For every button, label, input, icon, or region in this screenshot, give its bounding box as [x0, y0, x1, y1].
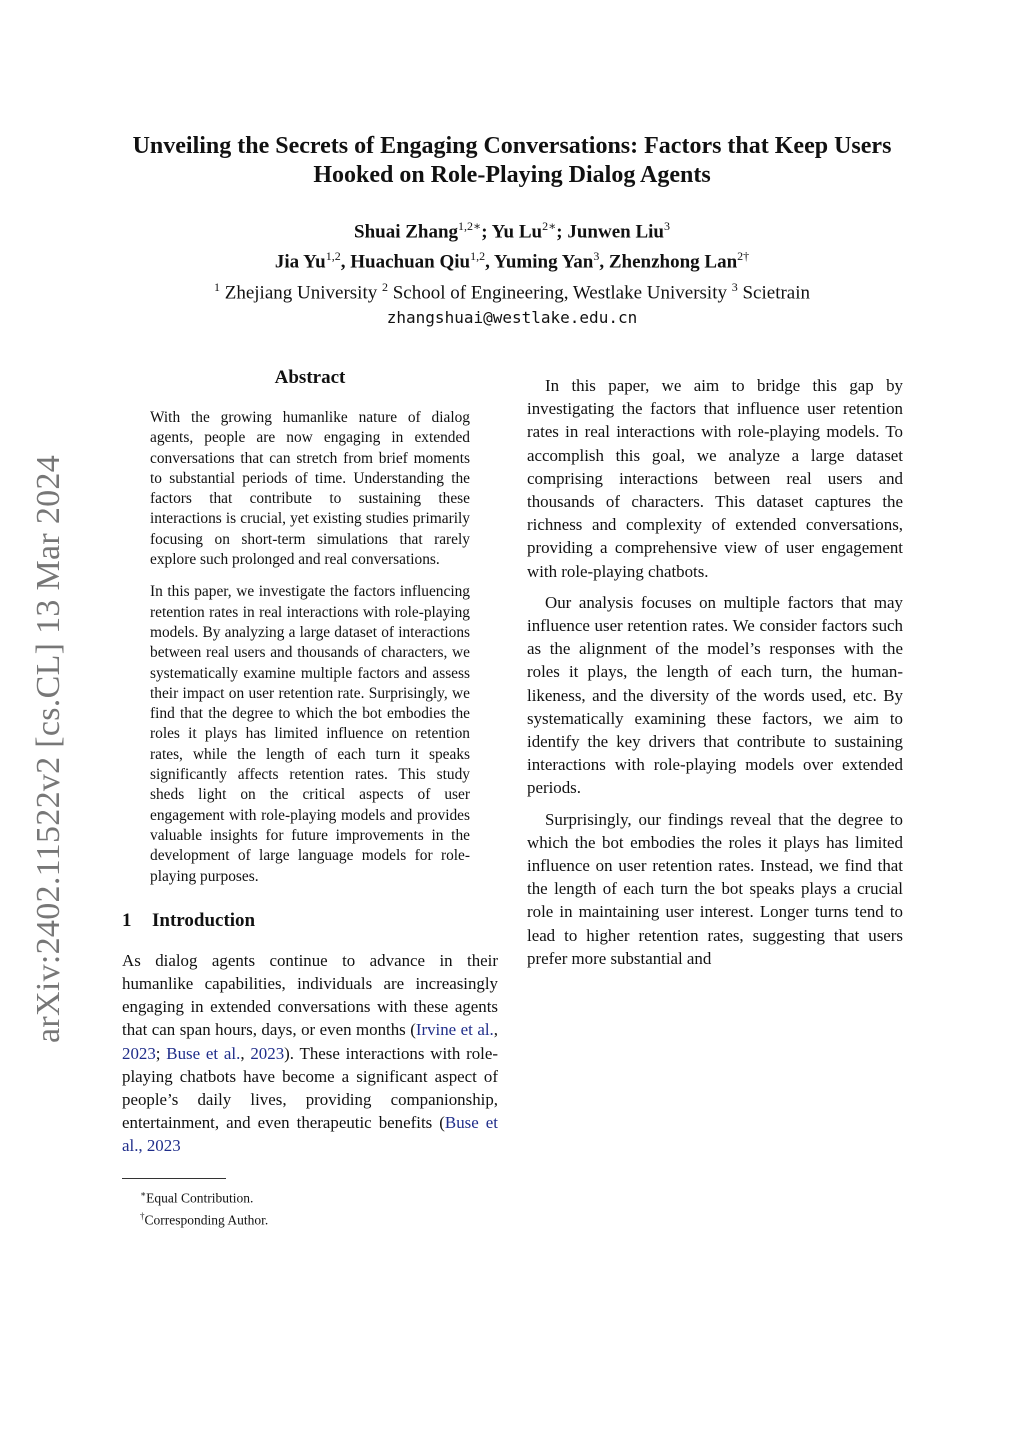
author-separator: ;	[481, 221, 492, 243]
section-number: 1	[122, 909, 132, 931]
citation-text: Irvine et al.	[415, 1020, 494, 1040]
author-separator: ,	[340, 251, 351, 273]
arxiv-side-identifier	[25, 444, 73, 1054]
author-name: Jia Yu	[274, 251, 326, 273]
intro-paragraph-4: Our analysis focuses on multiple factors that may influence user retention rates. We consider factors such as the alignment of the model’s responses with the roles it plays, the length of each turn, the human-likeness, and the diversity of the words used, etc. By systematically examining these factors, we aim to identify the key drivers that contribute to sustaining interactions with role-playing models over extended periods.	[527, 592, 903, 798]
author-name: Huachuan Qiu	[350, 251, 471, 273]
abstract-paragraph-2: In this paper, we investigate the factors influencing retention rates in real interactions with role-playing models. By analyzing a large dataset of interactions between real users and thousands of characters, we systematically examine multiple factors and assess their impact on user retention rate. Surprisingly, we find that the degree to which the bot embodies the roles it plays has limited influence on retention rates, while the length of each turn it speaks significantly affects retention rates. This study sheds light on the critical aspects of user engagement with role-playing models and provides valuable insights for future improvements in the development of large language models for role-playing purposes.	[150, 583, 470, 885]
left-column	[122, 366, 498, 1230]
right-column	[527, 366, 903, 978]
intro-paragraph-1	[122, 949, 498, 1158]
author-name: Yu Lu	[491, 221, 543, 243]
author-separator: ,	[599, 251, 609, 273]
footnote-equal-contribution: ∗Equal Contribution.	[140, 1188, 254, 1206]
author-name: Shuai Zhang	[354, 221, 459, 243]
affiliation-number: 3	[731, 279, 738, 294]
author-affiliation-mark: 2†	[737, 249, 750, 264]
affiliation-number: 2	[381, 279, 388, 294]
author-separator: ,	[485, 251, 494, 273]
author-name: Junwen Liu	[567, 221, 664, 243]
author-affiliation-mark: 1,2∗	[458, 219, 482, 233]
text-run: ;	[155, 1043, 167, 1063]
arxiv-id-text: arXiv:2402.11522v2 [cs.CL] 13 Mar 2024	[30, 454, 67, 1044]
author-line-2	[110, 244, 914, 274]
author-separator: ;	[556, 221, 568, 243]
citation-text: 2023	[122, 1043, 156, 1063]
contact-email: zhangshuai@westlake.edu.cn	[386, 307, 638, 327]
citation-text: 2023	[250, 1043, 285, 1063]
citation-text: Buse et al.	[166, 1043, 241, 1063]
affiliation-name: Scietrain	[737, 281, 811, 303]
email-line	[110, 305, 914, 330]
author-name: Zhenzhong Lan	[608, 251, 738, 273]
text-run: ). These interactions with role-playing chatbots have become a significant aspect of people’s daily lives, providing companionship, entertainment, and even therapeutic benefits (	[122, 1043, 498, 1133]
text-run: ,	[240, 1043, 251, 1063]
footnote-rule	[122, 1178, 226, 1179]
affiliation-name: School of Engineering, Westlake University	[387, 281, 732, 303]
section-title: Introduction	[152, 909, 256, 931]
author-affiliation-mark: 3	[593, 249, 600, 264]
affiliation-number: 1	[213, 279, 220, 294]
author-affiliation-mark: 1,2	[325, 249, 341, 264]
intro-paragraph-3: In this paper, we aim to bridge this gap by investigating the factors that influence user retention rates in real interactions with role-playing models. To accomplish this goal, we analyze a large dataset comprising interactions between real users and thousands of characters. This dataset captures the richness and complexity of extended conversations, providing a comprehensive view of user engagement with role-playing chatbots.	[527, 376, 903, 581]
text-run: ,	[493, 1020, 498, 1040]
text-run: As dialog agents continue to advance in their humanlike capabilities, individuals are increasingly engaging in extended conversations with these agents that can span hours, days, or even months (	[122, 950, 498, 1040]
affiliation-name: Zhejiang University	[219, 281, 382, 303]
author-line-1	[110, 214, 914, 244]
section-heading-introduction	[122, 909, 498, 933]
affiliations	[110, 275, 914, 305]
footnote-corresponding-author: †Corresponding Author.	[140, 1211, 269, 1228]
abstract-paragraph-1: With the growing humanlike nature of dialog agents, people are now engaging in extended conversations that can stretch from brief moments to substantial periods of time. Understanding the factors that contribute to sustaining these interactions is crucial, yet existing studies primarily focusing on short-term simulations that rarely explore such prolonged and real conversations.	[150, 409, 470, 569]
paper-title: Unveiling the Secrets of Engaging Conversations: Factors that Keep Users Hooked on Role-Playing Dialog Agents	[132, 133, 892, 188]
author-affiliation-mark: 1,2	[470, 249, 486, 264]
author-name: Yuming Yan	[493, 251, 594, 273]
author-affiliation-mark: 3	[663, 219, 670, 233]
author-affiliation-mark: 2∗	[542, 219, 557, 233]
author-block	[110, 214, 914, 330]
intro-paragraph-5: Surprisingly, our findings reveal that the degree to which the bot embodies the roles it plays has limited influence on user retention rates. Instead, we find that the length of each turn the bot speaks plays a crucial role in maintaining user interest. Longer turns tend to lead to higher retention rates, suggesting that users prefer more substantial and	[527, 809, 903, 968]
citation-text: Buse et al., 2023	[122, 1113, 498, 1156]
abstract-heading: Abstract	[274, 367, 346, 388]
